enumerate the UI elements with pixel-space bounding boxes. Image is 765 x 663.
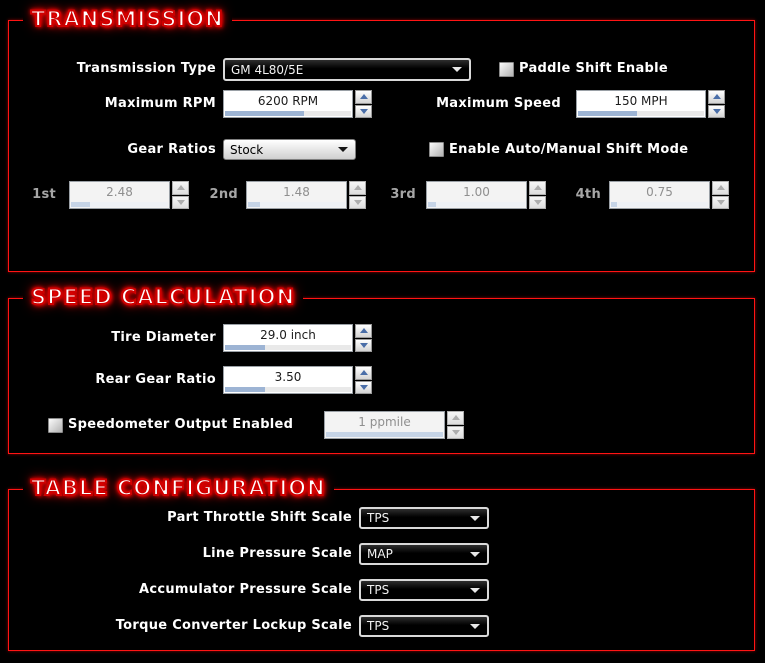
torque-converter-lockup-scale-value: TPS — [367, 619, 390, 633]
gear-4th-spinner — [609, 181, 729, 209]
torque-converter-lockup-scale-dropdown[interactable] — [359, 615, 489, 637]
gear-3rd-progress-bar — [428, 202, 525, 207]
arrow-up-icon — [360, 370, 368, 375]
paddle-shift-label[interactable]: Paddle Shift Enable — [519, 61, 669, 76]
maximum-rpm-field[interactable]: 6200 RPM — [223, 90, 353, 118]
maximum-speed-progress-bar — [578, 111, 704, 116]
chevron-down-icon — [470, 588, 480, 593]
gear-4th-field: 0.75 — [609, 181, 710, 209]
chevron-down-icon — [338, 147, 348, 152]
spin-up-button — [447, 411, 464, 425]
arrow-down-icon — [452, 430, 460, 435]
speed-calculation-section-title: SPEED CALCULATION — [23, 285, 303, 309]
arrow-up-icon — [452, 415, 460, 420]
rear-gear-ratio-progress-bar — [225, 387, 351, 392]
accumulator-pressure-scale-value: TPS — [367, 583, 390, 597]
part-throttle-shift-scale-value: TPS — [367, 511, 390, 525]
table-configuration-section — [8, 476, 755, 651]
arrow-down-icon — [360, 343, 368, 348]
gear-3rd-spinner — [426, 181, 546, 209]
spin-up-button[interactable] — [708, 90, 725, 104]
transmission-section — [8, 7, 755, 272]
gear-3rd-label: 3rd — [390, 187, 416, 202]
line-pressure-scale-dropdown[interactable] — [359, 543, 489, 565]
gear-1st-label: 1st — [32, 187, 56, 202]
maximum-rpm-label: Maximum RPM — [104, 96, 216, 111]
maximum-speed-field[interactable]: 150 MPH — [576, 90, 706, 118]
gear-4th-label: 4th — [575, 187, 601, 202]
speedometer-ppmile-spinner — [324, 411, 464, 439]
maximum-speed-spinner — [576, 90, 725, 118]
spin-down-button — [712, 196, 729, 210]
speedometer-ppmile-field: 1 ppmile — [324, 411, 445, 439]
speedometer-ppmile-progress-bar — [326, 432, 443, 437]
paddle-shift-checkbox[interactable] — [499, 62, 514, 77]
line-pressure-scale-value: MAP — [367, 547, 393, 561]
accumulator-pressure-scale-label: Accumulator Pressure Scale — [139, 582, 352, 597]
gear-1st-progress-bar — [71, 202, 168, 207]
gear-2nd-progress-bar — [248, 202, 345, 207]
auto-manual-shift-label[interactable]: Enable Auto/Manual Shift Mode — [449, 142, 689, 157]
transmission-type-label: Transmission Type — [76, 61, 216, 76]
gear-4th-progress-bar — [611, 202, 708, 207]
line-pressure-scale-label: Line Pressure Scale — [202, 546, 352, 561]
transmission-type-dropdown[interactable] — [223, 58, 471, 81]
transmission-section-title: TRANSMISSION — [23, 7, 232, 31]
gear-2nd-field: 1.48 — [246, 181, 347, 209]
gear-ratios-value: Stock — [230, 142, 264, 157]
speed-calculation-section — [8, 285, 755, 454]
tire-diameter-progress-bar — [225, 345, 351, 350]
gear-ratios-dropdown[interactable] — [223, 139, 356, 160]
spin-up-button[interactable] — [355, 366, 372, 380]
table-configuration-section-title: TABLE CONFIGURATION — [23, 476, 334, 500]
spin-down-button[interactable] — [708, 105, 725, 119]
torque-converter-lockup-scale-label: Torque Converter Lockup Scale — [115, 618, 352, 633]
auto-manual-shift-checkbox[interactable] — [429, 142, 444, 157]
speedometer-output-checkbox[interactable] — [48, 418, 63, 433]
chevron-down-icon — [452, 67, 462, 72]
arrow-up-icon — [717, 185, 725, 190]
arrow-down-icon — [713, 109, 721, 114]
spin-down-button[interactable] — [355, 381, 372, 395]
tire-diameter-label: Tire Diameter — [111, 330, 216, 345]
rear-gear-ratio-field[interactable]: 3.50 — [223, 366, 353, 394]
part-throttle-shift-scale-dropdown[interactable] — [359, 507, 489, 529]
tire-diameter-spinner — [223, 324, 372, 352]
spin-up-button — [712, 181, 729, 195]
arrow-up-icon — [360, 328, 368, 333]
transmission-type-value: GM 4L80/5E — [231, 62, 304, 77]
chevron-down-icon — [470, 516, 480, 521]
spin-down-button[interactable] — [355, 339, 372, 353]
gear-2nd-spinner — [246, 181, 366, 209]
arrow-up-icon — [713, 94, 721, 99]
accumulator-pressure-scale-dropdown[interactable] — [359, 579, 489, 601]
part-throttle-shift-scale-label: Part Throttle Shift Scale — [167, 510, 352, 525]
arrow-down-icon — [360, 385, 368, 390]
rear-gear-ratio-label: Rear Gear Ratio — [95, 372, 216, 387]
rear-gear-ratio-spinner — [223, 366, 372, 394]
maximum-rpm-progress-bar — [225, 111, 351, 116]
spin-up-button[interactable] — [355, 324, 372, 338]
gear-1st-field: 2.48 — [69, 181, 170, 209]
gear-3rd-field: 1.00 — [426, 181, 527, 209]
gear-2nd-label: 2nd — [209, 187, 238, 202]
chevron-down-icon — [470, 552, 480, 557]
gear-ratios-label: Gear Ratios — [127, 142, 216, 157]
maximum-speed-label: Maximum Speed — [436, 96, 561, 111]
spin-down-button — [447, 426, 464, 440]
arrow-down-icon — [717, 200, 725, 205]
speedometer-output-label[interactable]: Speedometer Output Enabled — [68, 417, 294, 432]
tire-diameter-field[interactable]: 29.0 inch — [223, 324, 353, 352]
chevron-down-icon — [470, 624, 480, 629]
